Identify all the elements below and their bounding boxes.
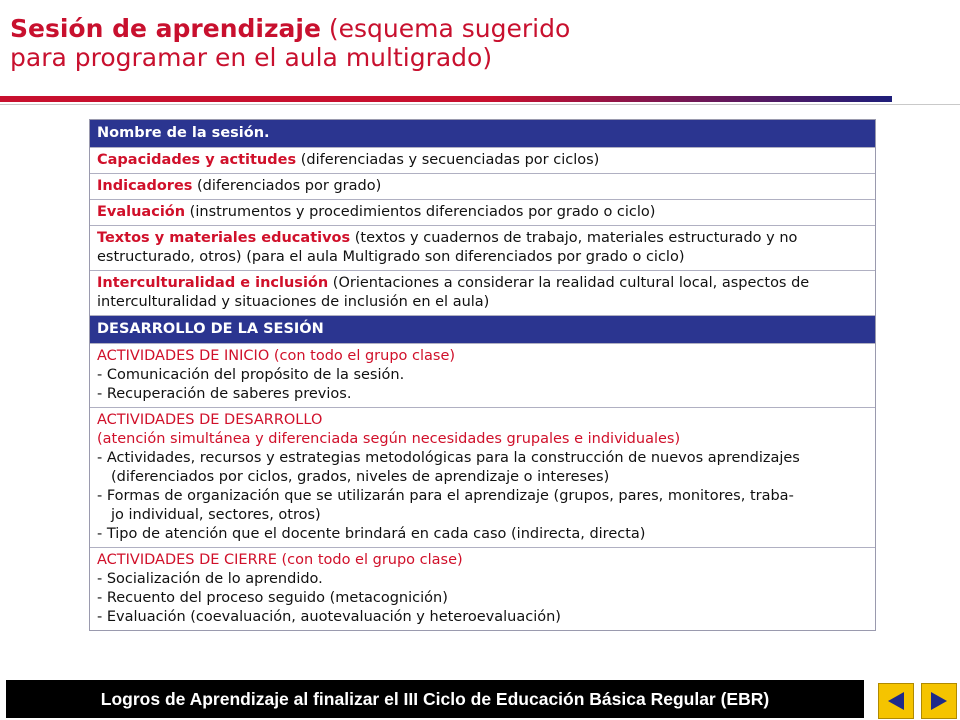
title-underline [0,96,892,102]
desarrollo-item-cont: jo individual, sectores, otros) [111,507,321,523]
row-evaluacion [90,200,875,226]
desarrollo-note: (atención simultánea y diferenciada según necesidades grupales e individuales) [97,431,681,447]
inicio-title: ACTIVIDADES DE INICIO [97,348,270,364]
arrow-left-icon [884,689,908,713]
inicio-note: (con todo el grupo clase) [269,348,456,364]
slide-title [10,14,730,72]
capacidades-text: (diferenciadas y secuenciadas por ciclos) [296,152,600,168]
textos-text: (textos y cuadernos de trabajo, materiales estructurado y no estructurado, otros) (para el aula Multigrado son diferenciados por grado o ciclo) [97,230,798,265]
desarrollo-item: - Actividades, recursos y estrategias metodológicas para la construcción de nuevos aprendizajes [97,450,800,466]
footer-banner [6,680,864,718]
desarrollo-header-label: DESARROLLO DE LA SESIÓN [97,321,324,337]
row-interculturalidad [90,271,875,316]
row-actividades-cierre [90,548,875,630]
next-slide-button[interactable] [921,683,957,719]
slide-title-rest: (esquema sugerido [320,14,571,43]
cierre-item: - Socialización de lo aprendido. [97,571,323,587]
capacidades-key: Capacidades y actitudes [97,152,297,168]
row-capacidades [90,148,875,174]
inicio-item: - Comunicación del propósito de la sesión. [97,367,405,383]
cierre-title: ACTIVIDADES DE CIERRE [97,552,277,568]
desarrollo-title: ACTIVIDADES DE DESARROLLO [97,412,323,428]
cierre-note: (con todo el grupo clase) [276,552,463,568]
inicio-item: - Recuperación de saberes previos. [97,386,352,402]
cierre-item: - Evaluación (coevaluación, auotevaluación y heteroevaluación) [97,609,561,625]
cierre-item: - Recuento del proceso seguido (metacognición) [97,590,448,606]
desarrollo-item-cont: (diferenciados por ciclos, grados, niveles de aprendizaje o intereses) [111,469,610,485]
intercult-text: (Orientaciones a considerar la realidad cultural local, aspectos de interculturalidad y situaciones de inclusión en el aula) [97,275,810,310]
textos-key: Textos y materiales educativos [97,230,351,246]
row-actividades-inicio [90,344,875,408]
session-name-label: Nombre de la sesión. [97,125,270,141]
arrow-right-icon [927,689,951,713]
title-divider [0,104,960,105]
evaluacion-text: (instrumentos y procedimientos diferenciados por grado o ciclo) [185,204,656,220]
slide-title-bold: Sesión de aprendizaje [10,14,321,43]
intercult-key: Interculturalidad e inclusión [97,275,329,291]
slide-title-line2: para programar en el aula multigrado) [10,43,493,72]
previous-slide-button[interactable] [878,683,914,719]
session-table [89,119,876,631]
desarrollo-item: - Formas de organización que se utilizarán para el aprendizaje (grupos, pares, monitores, traba- [97,488,794,504]
row-indicadores [90,174,875,200]
evaluacion-key: Evaluación [97,204,186,220]
row-session-name [90,120,875,148]
row-textos [90,226,875,271]
row-actividades-desarrollo [90,408,875,548]
indicadores-key: Indicadores [97,178,193,194]
desarrollo-item: - Tipo de atención que el docente brindará en cada caso (indirecta, directa) [97,526,646,542]
row-desarrollo-header [90,316,875,344]
footer-text: Logros de Aprendizaje al finalizar el III Ciclo de Educación Básica Regular (EBR) [100,688,770,709]
indicadores-text: (diferenciados por grado) [192,178,382,194]
